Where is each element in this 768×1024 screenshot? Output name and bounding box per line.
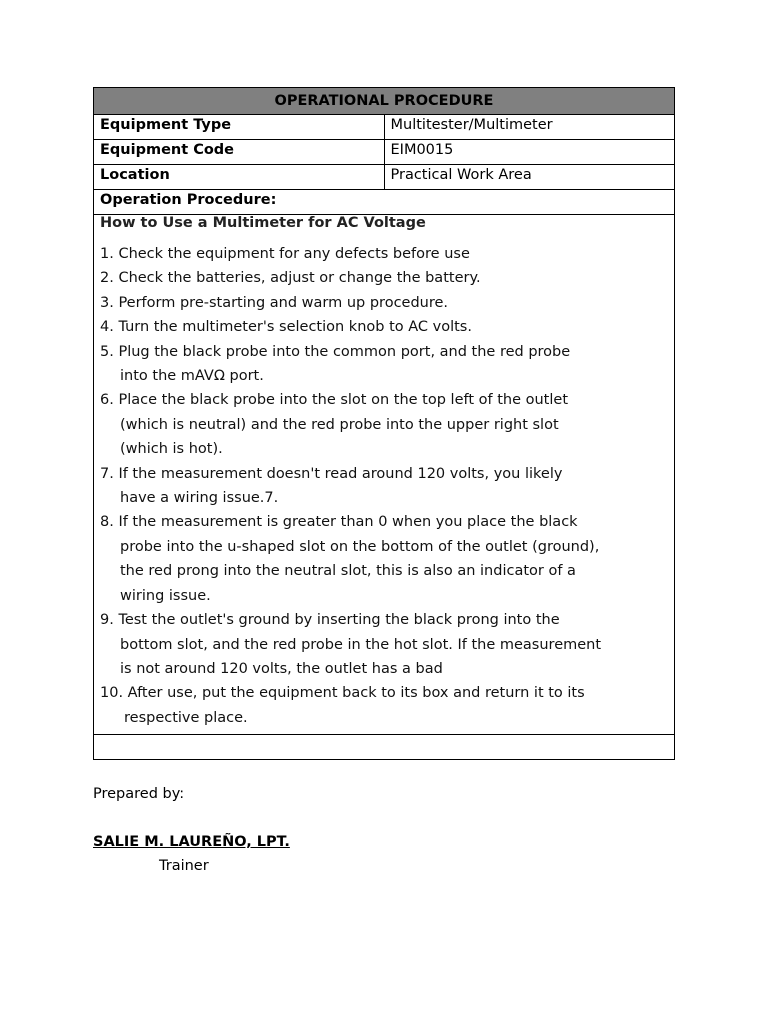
prepared-by-label: Prepared by: [93, 786, 185, 802]
page-title: OPERATIONAL PROCEDURE [94, 88, 675, 115]
field-label: Equipment Code [94, 140, 385, 165]
location-row [94, 165, 675, 190]
step-item [100, 462, 668, 511]
step-item [100, 340, 668, 389]
equipment-type-row [94, 115, 675, 140]
step-continuation: (which is neutral) and the red probe into the upper right slot [120, 416, 559, 433]
field-label: Equipment Type [94, 115, 385, 140]
step-item [100, 291, 668, 315]
field-label: Location [94, 165, 385, 190]
field-value: Multitester/Multimeter [384, 115, 675, 140]
procedure-sheet [93, 87, 675, 760]
step-continuation: into the mAVΩ port. [120, 368, 264, 385]
step-text: 1. Check the equipment for any defects before use [100, 246, 470, 262]
operation-label: Operation Procedure: [94, 190, 675, 215]
field-value: EIM0015 [384, 140, 675, 165]
equipment-code-row [94, 140, 675, 165]
procedure-body [94, 215, 675, 735]
step-continuation: respective place. [124, 709, 248, 726]
step-item [100, 242, 668, 266]
field-value: Practical Work Area [384, 165, 675, 190]
step-continuation: is not around 120 volts, the outlet has a bad [120, 660, 443, 677]
procedure-table [93, 87, 675, 760]
step-continuation: bottom slot, and the red probe in the hot slot. If the measurement [120, 636, 602, 653]
operation-label-row [94, 190, 675, 215]
step-text: 4. Turn the multimeter's selection knob to AC volts. [100, 319, 472, 336]
step-text: 6. Place the black probe into the slot on the top left of the outlet [100, 392, 569, 409]
step-item [100, 608, 668, 681]
step-item [100, 266, 668, 290]
procedure-title: How to Use a Multimeter for AC Voltage [100, 215, 426, 231]
step-continuation: probe into the u-shaped slot on the bottom of the outlet (ground), [120, 538, 600, 555]
step-item [100, 315, 668, 339]
step-continuation: the red prong into the neutral slot, this is also an indicator of a [120, 563, 576, 580]
signer-role: Trainer [159, 858, 209, 874]
step-text: 3. Perform pre-starting and warm up procedure. [100, 294, 449, 311]
table-header-row [94, 88, 675, 115]
step-continuation: wiring issue. [120, 587, 211, 604]
signer-name: SALIE M. LAUREÑO, LPT. [93, 834, 290, 850]
step-text: 7. If the measurement doesn't read around 120 volts, you likely [100, 465, 563, 482]
step-item [100, 681, 668, 730]
empty-cell [94, 735, 675, 760]
step-item [100, 510, 668, 608]
steps-list [100, 242, 668, 730]
step-item [100, 388, 668, 461]
procedure-body-row [94, 215, 675, 735]
step-continuation: have a wiring issue.7. [120, 490, 279, 507]
step-text: 2. Check the batteries, adjust or change the battery. [100, 270, 481, 287]
step-continuation: (which is hot). [120, 441, 223, 458]
empty-row [94, 735, 675, 760]
step-text: 5. Plug the black probe into the common port, and the red probe [100, 343, 571, 360]
step-text: 10. After use, put the equipment back to its box and return it to its [100, 685, 585, 702]
step-text: 8. If the measurement is greater than 0 when you place the black [100, 514, 578, 531]
step-text: 9. Test the outlet's ground by inserting the black prong into the [100, 612, 560, 629]
